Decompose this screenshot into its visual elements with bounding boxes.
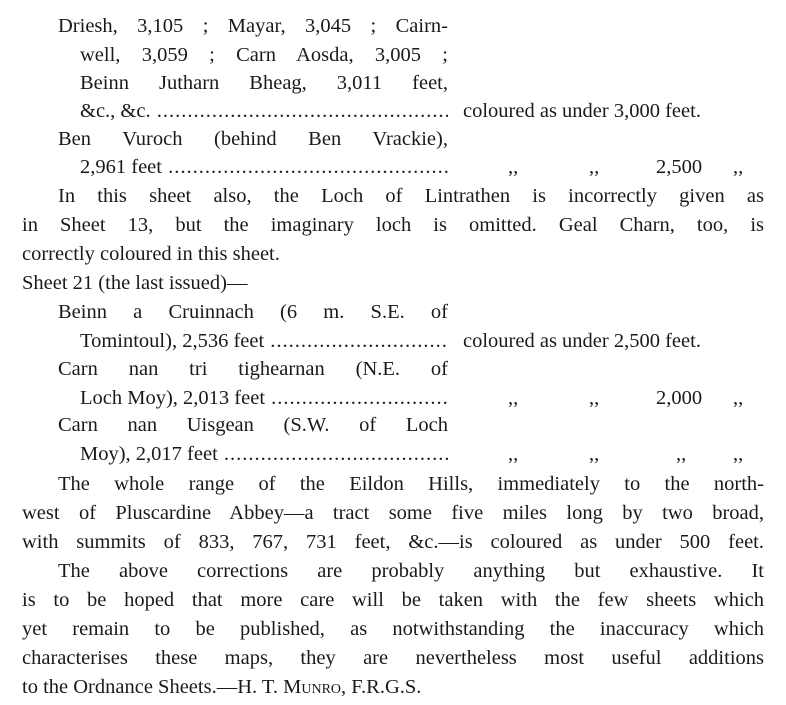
list-line: Carn nan Uisgean (S.W. of Loch (58, 414, 448, 436)
list-line: Ben Vuroch (behind Ben Vrackie), (58, 128, 448, 150)
paragraph-line: is to be hoped that more care will be taken with the few sheets which (22, 589, 764, 611)
ditto-mark: ,, (733, 387, 744, 409)
ditto-mark: ,, (589, 387, 600, 409)
ditto-mark: ,, (676, 443, 687, 465)
author-credentials: , F.R.G.S. (341, 676, 422, 698)
paragraph-line: The whole range of the Eildon Hills, immediately to the north- (58, 473, 764, 495)
paragraph-line: west of Pluscardine Abbey—a tract some five miles long by two broad, (22, 502, 764, 524)
height-value: 2,000 (656, 387, 703, 409)
list-line: Beinn Jutharn Bheag, 3,011 feet, (80, 72, 448, 94)
paragraph-line: yet remain to be published, as notwithstanding the inaccuracy which (22, 618, 764, 640)
paragraph-line: correctly coloured in this sheet. (22, 243, 280, 265)
colour-result: coloured as under 2,500 feet. (463, 330, 701, 352)
list-line-leader: &c., &c. ..... (80, 97, 448, 125)
ditto-mark: ,, (733, 443, 744, 465)
height-value: 2,500 (656, 156, 703, 178)
list-line: Driesh, 3,105 ; Mayar, 3,045 ; Cairn- (58, 15, 448, 37)
paragraph-line: The above corrections are probably anything but exhaustive. It (58, 560, 764, 582)
ditto-mark: ,, (589, 443, 600, 465)
paragraph-line: with summits of 833, 767, 731 feet, &c.—is coloured as under 500 feet. (22, 531, 764, 553)
list-line-leader: Tomintoul), 2,536 feet ..... (80, 327, 448, 355)
list-line-leader: Loch Moy), 2,013 feet ..... (80, 384, 448, 412)
paragraph-line: characterises these maps, they are nevertheless most useful additions (22, 647, 764, 669)
paragraph-line: in Sheet 13, but the imaginary loch is omitted. Geal Charn, too, is (22, 214, 764, 236)
list-line: Carn nan tri tighearnan (N.E. of (58, 358, 448, 380)
section-heading: Sheet 21 (the last issued)— (22, 272, 248, 294)
list-line-leader: 2,961 feet ..... (80, 153, 448, 181)
ditto-mark: ,, (508, 156, 519, 178)
author-name: Munro (283, 676, 342, 698)
list-line: well, 3,059 ; Carn Aosda, 3,005 ; (80, 44, 448, 66)
ditto-mark: ,, (508, 387, 519, 409)
list-line: Beinn a Cruinnach (6 m. S.E. of (58, 301, 448, 323)
signature-line (22, 673, 421, 701)
list-line-leader: Moy), 2,017 feet ..... (80, 440, 448, 468)
ditto-mark: ,, (733, 156, 744, 178)
paragraph-text: to the Ordnance Sheets.—H. T. (22, 676, 278, 698)
colour-result: coloured as under 3,000 feet. (463, 100, 701, 122)
ditto-mark: ,, (508, 443, 519, 465)
ditto-mark: ,, (589, 156, 600, 178)
paragraph-line: In this sheet also, the Loch of Lintrathen is incorrectly given as (58, 185, 764, 207)
